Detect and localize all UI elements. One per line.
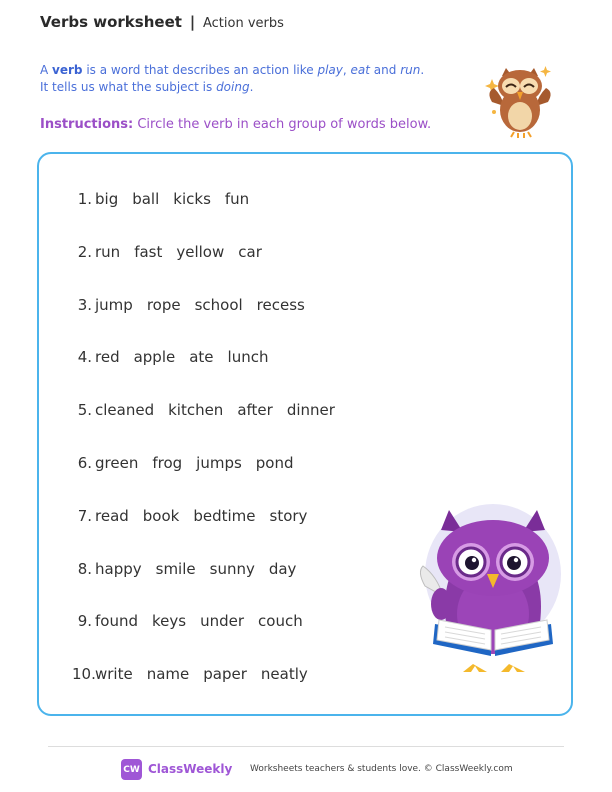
word-group-row — [72, 243, 276, 265]
word-group-row — [72, 296, 319, 318]
word-option[interactable]: apple — [133, 348, 176, 367]
word-option[interactable]: pond — [255, 454, 294, 472]
word-option[interactable]: cleaned — [95, 401, 155, 420]
word-option[interactable]: neatly — [260, 665, 308, 684]
word-option[interactable]: name — [146, 665, 190, 684]
word-option[interactable]: frog — [152, 454, 183, 472]
item-number: 1. — [77, 190, 92, 208]
owl-reading-book-illustration — [411, 500, 567, 686]
item-number: 8. — [77, 559, 92, 578]
word-option[interactable]: fun — [224, 190, 250, 208]
word-group-row — [72, 401, 349, 423]
exercise-box — [37, 152, 573, 716]
word-option[interactable]: read — [95, 506, 129, 525]
word-option[interactable]: couch — [258, 612, 303, 631]
word-option[interactable]: fast — [134, 242, 163, 261]
item-number: 3. — [77, 295, 92, 314]
word-option[interactable]: sunny — [209, 559, 255, 578]
word-group-row — [72, 665, 322, 687]
word-option[interactable]: found — [95, 612, 138, 631]
word-option[interactable]: red — [95, 348, 120, 367]
word-option[interactable]: happy — [95, 559, 142, 578]
intro-line-1: A verb is a word that describes an action like play, eat and run. — [40, 63, 425, 77]
word-option[interactable]: book — [142, 506, 180, 525]
page-subtitle: Action verbs — [202, 16, 284, 31]
word-option[interactable]: kicks — [173, 190, 211, 208]
word-option[interactable]: ball — [132, 190, 160, 208]
word-option[interactable]: lunch — [227, 348, 269, 367]
instructions — [40, 117, 431, 132]
word-group-row — [72, 454, 308, 476]
title-separator: | — [189, 13, 196, 31]
instructions-text: Circle the verb in each group of words below. — [133, 117, 432, 132]
word-option[interactable]: after — [237, 401, 273, 420]
word-option[interactable]: rope — [146, 295, 181, 314]
word-option[interactable]: car — [238, 242, 262, 261]
word-group-row — [72, 507, 321, 529]
word-option[interactable]: recess — [256, 295, 305, 314]
word-option[interactable]: green — [95, 454, 139, 472]
verb-term: verb — [52, 63, 83, 77]
word-option[interactable]: dinner — [286, 401, 335, 420]
word-option[interactable]: kitchen — [168, 401, 224, 420]
happy-owl-icon — [484, 62, 556, 138]
intro-text — [40, 62, 424, 96]
item-number: 10. — [72, 665, 96, 684]
worksheet-header — [40, 13, 284, 31]
word-option[interactable]: under — [200, 612, 245, 631]
footer-divider — [48, 746, 564, 747]
word-option[interactable]: school — [194, 295, 243, 314]
intro-line-2: It tells us what the subject is doing. — [40, 80, 254, 94]
instructions-label: Instructions: — [40, 117, 134, 132]
word-option[interactable]: day — [268, 559, 297, 578]
classweekly-logo-icon[interactable]: CW — [121, 759, 142, 780]
brand-name-link[interactable]: ClassWeekly — [148, 762, 233, 776]
word-group-row — [72, 612, 317, 634]
word-option[interactable]: keys — [152, 612, 187, 631]
item-number: 9. — [77, 612, 92, 631]
item-number: 7. — [77, 506, 92, 525]
word-group-row — [72, 190, 263, 212]
item-number: 2. — [77, 242, 92, 261]
word-option[interactable]: jumps — [196, 454, 242, 472]
page-title: Verbs worksheet — [40, 13, 182, 31]
word-option[interactable]: ate — [189, 348, 214, 367]
word-option[interactable]: write — [95, 665, 133, 684]
word-option[interactable]: bedtime — [193, 506, 256, 525]
word-group-row — [72, 348, 282, 370]
item-number: 5. — [77, 401, 92, 420]
word-option[interactable]: paper — [203, 665, 247, 684]
item-number: 6. — [77, 454, 92, 472]
word-option[interactable]: yellow — [176, 242, 225, 261]
word-option[interactable]: story — [269, 506, 308, 525]
word-option[interactable]: smile — [155, 559, 196, 578]
word-group-row — [72, 560, 310, 582]
word-option[interactable]: run — [95, 242, 121, 261]
word-option[interactable]: big — [95, 190, 119, 208]
word-option[interactable]: jump — [95, 295, 133, 314]
item-number: 4. — [77, 348, 92, 367]
footer-tagline: Worksheets teachers & students love. © ClassWeekly.com — [250, 764, 513, 774]
